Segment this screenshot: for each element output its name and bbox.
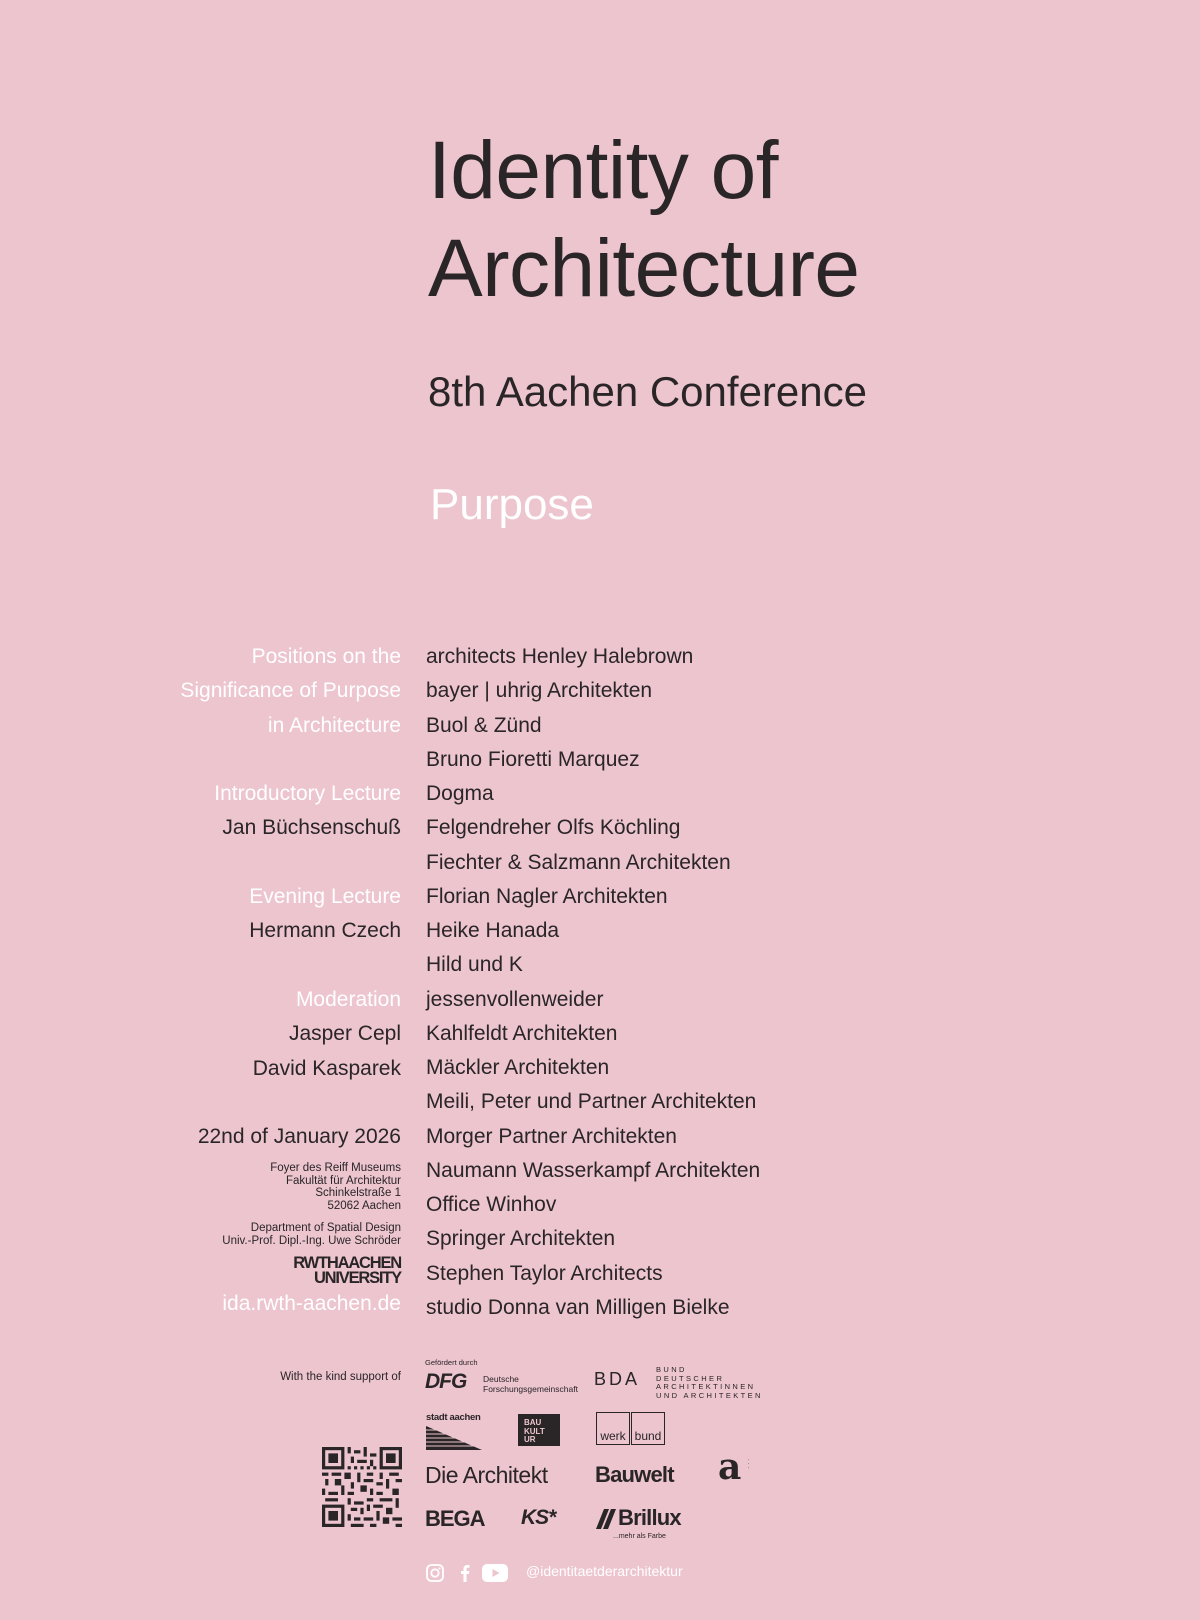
youtube-icon[interactable] [482,1564,508,1582]
bda-name-line: UND ARCHITEKTEN [656,1390,763,1400]
evening-lecture-speaker: Hermann Czech [249,919,401,943]
dfg-name-line: Forschungsgemeinschaft [483,1384,578,1394]
positions-heading-line-3: in Architecture [267,713,401,737]
baukultur-line: BAU [524,1418,542,1427]
stadt-aachen-emblem-icon [426,1426,482,1450]
participant-item: Meili, Peter und Partner Architekten [426,1090,757,1114]
venue-line: 52062 Aachen [327,1199,401,1212]
bega-logo: BEGA [425,1506,485,1531]
venue-line: Fakultät für Architektur [285,1174,401,1187]
evening-lecture-heading: Evening Lecture [249,885,401,909]
positions-heading-line-2: Significance of Purpose [180,679,401,703]
positions-heading-line-1: Positions on the [251,645,401,668]
brillux-name: Brillux [618,1505,681,1530]
rwth-aachen-logo [180,1256,401,1286]
participant-item: architects Henley Halebrown [426,645,694,668]
ks-logo: KS* [521,1506,556,1529]
participant-item: Stephen Taylor Architects [426,1261,663,1285]
werkbund-part: bund [631,1412,665,1445]
bda-name [656,1366,763,1400]
dfg-mark: DFG [425,1370,467,1393]
participant-item: Buol & Zünd [426,713,542,737]
spacer [180,743,401,777]
instagram-icon[interactable] [426,1564,444,1582]
department-info [180,1222,401,1247]
participant-item: Office Winhov [426,1193,557,1216]
intro-lecture-heading: Introductory Lecture [214,782,401,806]
baukultur-logo [518,1414,560,1446]
program-info-column [180,640,401,1322]
participant-item: Naumann Wasserkampf Architekten [426,1158,761,1182]
participant-item: Fiechter & Salzmann Architekten [426,850,731,874]
participant-item: Heike Hanada [426,919,560,942]
qr-code[interactable] [322,1447,402,1527]
website-link[interactable]: ida.rwth-aachen.de [222,1292,401,1316]
conference-subtitle: 8th Aachen Conference [428,368,867,415]
baukultur-line: KULT [524,1426,545,1436]
facebook-icon[interactable] [460,1564,470,1582]
participant-item: Kahlfeldt Architekten [426,1021,618,1045]
participant-item: Hild und K [426,953,523,977]
participant-item: Morger Partner Architekten [426,1124,677,1148]
participant-item: Bruno Fioretti Marquez [426,747,640,771]
a-mark: a [718,1446,742,1488]
participant-item: jessenvollenweider [426,987,604,1011]
bda-name-line: DEUTSCHER [656,1373,725,1383]
brillux-stripes-icon [596,1507,618,1531]
spacer [180,846,401,880]
dfg-funded-by: Gefördert durch [425,1358,478,1367]
bda-name-line: BUND [656,1365,687,1374]
intro-lecture-speaker: Jan Büchsenschuß [222,816,401,840]
baukultur-line: UR [524,1435,536,1444]
department-line: Department of Spatial Design [250,1222,401,1235]
dfg-name-line: Deutsche [483,1374,519,1384]
moderator-1: Jasper Cepl [288,1022,401,1046]
sponsor-label: With the kind support of [280,1371,401,1383]
rwth-logo-line-2: UNIVERSITY [313,1269,401,1288]
poster-title [428,122,860,318]
dfg-name [483,1374,578,1394]
die-architekt-logo: Die Architekt [425,1462,548,1488]
venue-line: Foyer des Reiff Museums [270,1162,401,1175]
event-date: 22nd of January 2026 [197,1125,401,1149]
participants-list [426,640,760,1325]
rwth-logo-line-1: RWTHAACHEN [293,1254,401,1273]
venue-address [180,1162,401,1212]
spacer [180,949,401,983]
participant-item: studio Donna van Milligen Bielke [426,1295,730,1319]
participant-item: Florian Nagler Architekten [426,884,668,908]
participant-item: Dogma [426,782,494,805]
bda-mark: BDA [594,1369,641,1389]
moderation-heading: Moderation [295,987,401,1011]
conference-theme: Purpose [430,480,594,529]
participant-item: Felgendreher Olfs Köchling [426,816,681,840]
social-handle[interactable]: @identitaetderarchitektur [526,1563,683,1579]
participant-item: Springer Architekten [426,1227,616,1251]
department-line: Univ.-Prof. Dipl.-Ing. Uwe Schröder [222,1234,401,1247]
a-magazine-logo [718,1446,750,1488]
werkbund-part: werk [596,1412,630,1445]
participant-item: bayer | uhrig Architekten [426,679,653,703]
brillux-tagline: ...mehr als Farbe [613,1533,666,1540]
title-line-2: Architecture [428,223,860,314]
bda-name-line: ARCHITEKTINNEN [656,1382,756,1391]
participant-item: Mäckler Architekten [426,1056,610,1079]
a-mark-lines: · · · [748,1457,750,1470]
spacer [180,1086,401,1120]
stadt-aachen-name: stadt aachen [426,1412,481,1423]
title-line-1: Identity of [428,125,779,216]
moderator-2: David Kasparek [252,1056,401,1080]
venue-line: Schinkelstraße 1 [315,1187,401,1200]
bauwelt-logo: Bauwelt [595,1462,674,1487]
